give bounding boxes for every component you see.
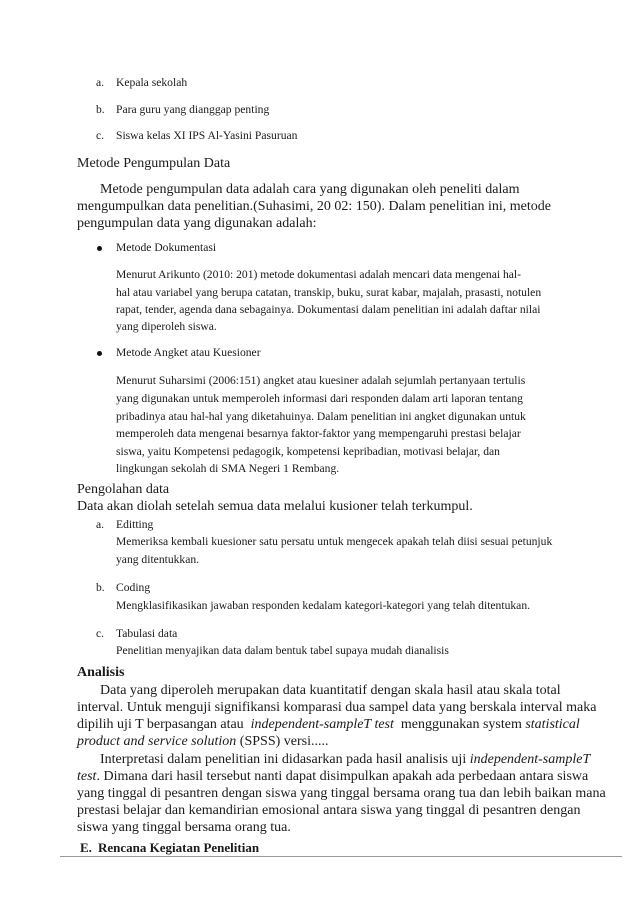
analisis-p2-line-5: siswa yang tinggal bersama orang tua. [77, 820, 291, 835]
angket-line-4: memperoleh data mengenai besarnya faktor-faktor yang mempengaruhi prestasi belajar [116, 427, 521, 440]
analisis-p2-line-2 [77, 769, 588, 785]
pengolahan-marker-c: c. [96, 627, 105, 640]
metode-intro-line-2: mengumpulkan data penelitian.(Suhasimi, 20 02: 150). Dalam penelitian ini, metode [77, 199, 551, 214]
dokumentasi-line-3: rapat, tender, agenda dana sebagainya. Dokumentasi dalam penelitian ini adalah daftar nilai [116, 303, 541, 316]
angket-line-1: Menurut Suharsimi (2006:151) angket atau kuesiner adalah sejumlah pertanyaan tertulis [116, 374, 526, 387]
editting-line-1: Memeriksa kembali kuesioner satu persatu untuk mengecek apakah telah diisi sesuai petunjuk [116, 535, 553, 548]
list-item-kepala-sekolah: Kepala sekolah [116, 76, 188, 89]
angket-line-3: pribadinya atau hal-hal yang diketahuinya. Dalam penelitian ini angket digunakan untuk [116, 410, 526, 423]
text-segment-italic: product and service solution [77, 734, 237, 749]
pengolahan-title-coding: Coding [116, 581, 151, 594]
dokumentasi-line-1: Menurut Arikunto (2010: 201) metode dokumentasi adalah mencari data mengenai hal- [116, 268, 522, 281]
pengolahan-title-editting: Editting [116, 518, 154, 531]
list-marker-a: a. [96, 76, 105, 89]
analisis-p1-line-2: interval. Untuk menguji signifikansi komparasi dua sampel data yang berskala interval maka [77, 700, 597, 715]
metode-intro-line-3: pengumpulan data yang digunakan adalah: [77, 216, 317, 231]
dokumentasi-line-4: yang diperoleh siswa. [116, 320, 217, 333]
list-item-para-guru: Para guru yang dianggap penting [116, 103, 270, 116]
text-segment: Interpretasi dalam penelitian ini didasarkan pada hasil analisis uji [100, 752, 470, 767]
analisis-p1-line-4 [77, 734, 328, 750]
pengolahan-marker-a: a. [96, 518, 105, 531]
analisis-p2-line-1 [100, 752, 590, 768]
metode-intro-line-1: Metode pengumpulan data adalah cara yang digunakan oleh peneliti dalam [100, 182, 520, 197]
text-segment-italic: statistical [525, 717, 580, 732]
analisis-p1-line-3 [77, 717, 580, 733]
text-segment-italic: independent-sampleT [469, 752, 591, 767]
analisis-p2-line-4: prestasi belajar dan kemandirian emosional antara siswa yang tinggal di pesantren dengan [77, 803, 581, 818]
text-segment-italic: test [77, 769, 97, 784]
list-marker-c: c. [96, 129, 105, 142]
coding-line-1: Mengklasifikasikan jawaban responden kedalam kategori-kategori yang telah ditentukan. [116, 599, 531, 612]
item-title-dokumentasi: Metode Dokumentasi [116, 241, 217, 254]
heading-analisis: Analisis [77, 665, 125, 680]
analisis-p2-line-3: yang tinggal di pesantren dengan siswa yang tinggal bersama orang tua dan lebih baikan mana [77, 786, 606, 801]
editting-line-2: yang ditentukkan. [116, 553, 200, 566]
footer-divider [60, 856, 622, 857]
section-e-marker: E. [80, 840, 92, 855]
angket-line-2: yang digunakan untuk memperoleh informasi dari responden dalam arti laporan tentang [116, 392, 523, 405]
heading-metode-pengumpulan: Metode Pengumpulan Data [77, 156, 231, 171]
pengolahan-intro: Data akan diolah setelah semua data melalui kusioner telah terkumpul. [77, 499, 473, 514]
text-segment-italic: independent-sampleT test [250, 717, 394, 732]
heading-pengolahan: Pengolahan data [77, 482, 170, 497]
section-e-title: Rencana Kegiatan Penelitian [98, 840, 260, 855]
item-title-angket: Metode Angket atau Kuesioner [116, 346, 261, 359]
text-segment: menggunakan system [393, 717, 526, 732]
pengolahan-marker-b: b. [96, 581, 105, 594]
bullet-icon [97, 246, 102, 251]
angket-line-6: lingkungan sekolah di SMA Negeri 1 Rembang. [116, 462, 340, 475]
list-item-siswa-kelas: Siswa kelas XI IPS Al-Yasini Pasuruan [116, 129, 298, 142]
tabulasi-line-1: Penelitian menyajikan data dalam bentuk tabel supaya mudah dianalisis [116, 644, 449, 657]
list-marker-b: b. [96, 103, 105, 116]
dokumentasi-line-2: hal atau variabel yang berupa catatan, transkip, buku, surat kabar, majalah, prasasti, notulen [116, 286, 542, 299]
text-segment: dipilih uji T berpasangan atau [77, 717, 251, 732]
text-segment: . Dimana dari hasil tersebut nanti dapat disimpulkan apakah ada perbedaan antara siswa [96, 769, 589, 784]
bullet-icon [97, 351, 102, 356]
text-segment: (SPSS) versi..... [236, 734, 329, 749]
pengolahan-title-tabulasi: Tabulasi data [116, 627, 178, 640]
analisis-p1-line-1: Data yang diperoleh merupakan data kuantitatif dengan skala hasil atau skala total [100, 683, 561, 698]
angket-line-5: siswa, yaitu Kompetensi pedagogik, kompetensi kepribadian, motivasi belajar, dan [116, 445, 500, 458]
